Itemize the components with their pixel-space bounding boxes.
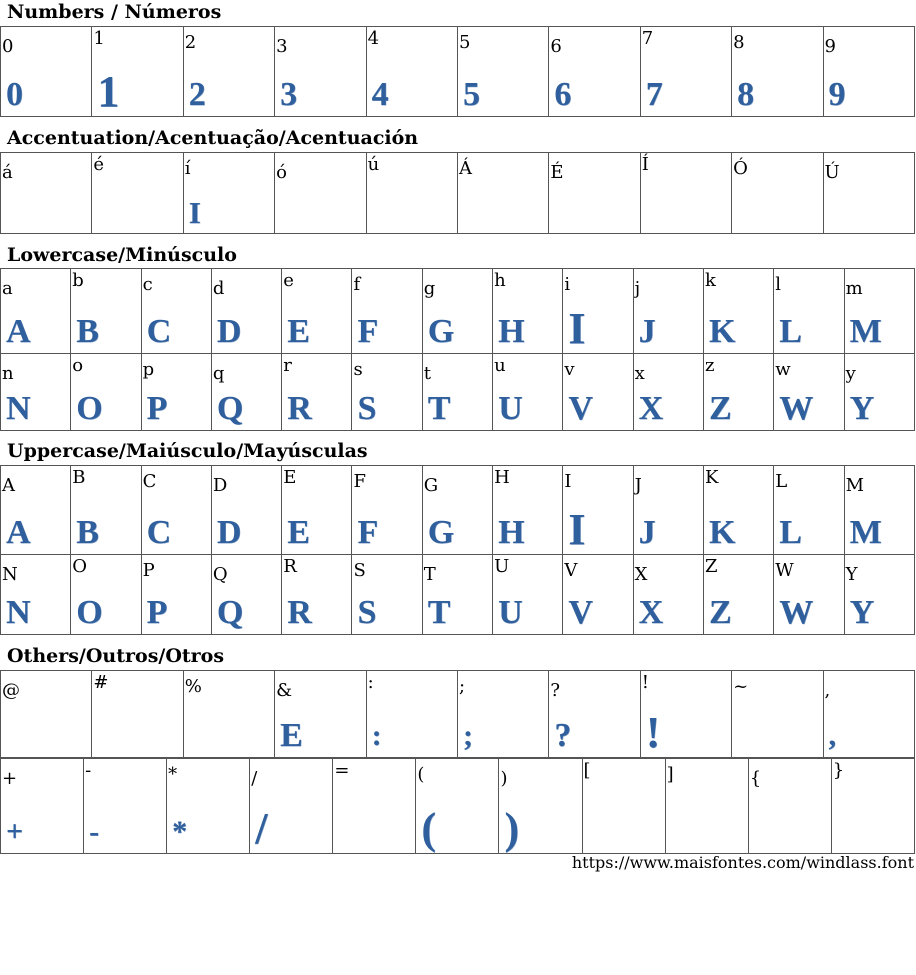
font-glyph-sample: Z (708, 594, 732, 631)
glyph-cell (422, 466, 492, 555)
char-label: y (845, 363, 856, 384)
glyph-cell (282, 555, 352, 635)
font-glyph-sample: ? (554, 717, 572, 754)
glyph-cell (844, 555, 914, 635)
char-label: s (353, 359, 363, 380)
font-glyph-sample: 1 (97, 67, 120, 116)
font-glyph-sample: ) (504, 804, 520, 853)
char-label: 0 (2, 36, 14, 57)
char-label: S (353, 560, 366, 581)
font-glyph-sample: M (849, 313, 882, 350)
glyph-cell (493, 269, 563, 354)
char-label: d (212, 278, 225, 299)
char-label: n (2, 363, 14, 384)
char-label: e (283, 270, 294, 291)
glyph-cell (844, 354, 914, 431)
char-label: j (634, 278, 641, 299)
font-glyph-sample: X (638, 390, 664, 427)
char-label: l (775, 274, 782, 295)
glyph-cell (366, 153, 457, 234)
glyph-cell (92, 153, 183, 234)
section-title-others: Others/Outros/Otros (7, 645, 225, 667)
lowercase-row-2 (1, 354, 915, 431)
char-label: ] (666, 764, 674, 785)
char-label: W (775, 560, 794, 581)
glyph-cell (211, 466, 281, 555)
glyph-cell (92, 27, 183, 117)
font-glyph-sample: A (6, 313, 31, 350)
char-label: i (564, 274, 571, 295)
accents-row (1, 153, 915, 234)
font-glyph-sample: 3 (280, 76, 298, 113)
section-title-numbers: Numbers / Números (7, 1, 222, 23)
char-label: , (824, 680, 831, 701)
char-label: / (251, 768, 258, 789)
font-glyph-sample: F (357, 313, 379, 350)
char-label: 3 (276, 36, 288, 57)
glyph-cell (748, 759, 831, 854)
glyph-cell (352, 555, 422, 635)
others-row-2 (1, 759, 915, 854)
glyph-cell (366, 671, 457, 758)
char-label: B (72, 467, 86, 488)
glyph-cell (250, 759, 333, 854)
glyph-cell (282, 354, 352, 431)
char-label: } (832, 760, 845, 781)
char-label: O (72, 556, 88, 577)
char-label: 5 (458, 32, 471, 53)
font-glyph-sample: 9 (828, 76, 846, 113)
lowercase-row-1 (1, 269, 915, 354)
glyph-cell (352, 466, 422, 555)
char-label: V (564, 560, 578, 581)
font-glyph-sample: D (216, 514, 242, 551)
glyph-cell (549, 27, 640, 117)
glyph-cell (71, 354, 141, 431)
glyph-cell (352, 354, 422, 431)
char-label: Q (212, 564, 228, 585)
char-label: Í (641, 154, 649, 175)
font-glyph-sample: B (76, 514, 99, 551)
font-glyph-sample: - (89, 815, 100, 848)
char-label: M (845, 475, 864, 496)
char-label: + (2, 768, 18, 789)
font-glyph-sample: I (568, 505, 586, 554)
font-glyph-sample: H (498, 514, 525, 551)
font-glyph-sample: 5 (462, 76, 480, 113)
glyph-cell (1, 466, 71, 555)
glyph-cell (183, 671, 274, 758)
char-label: Ó (733, 158, 748, 179)
char-label: x (634, 363, 645, 384)
font-glyph-sample: ı (188, 184, 201, 233)
font-glyph-sample: K (708, 313, 736, 350)
font-glyph-sample: + (6, 815, 24, 848)
glyph-cell (416, 759, 499, 854)
source-link[interactable]: https://www.maisfontes.com/windlass.font (571, 853, 914, 872)
glyph-cell (1, 555, 71, 635)
glyph-cell (141, 555, 211, 635)
char-label: b (72, 270, 84, 291)
char-label: q (212, 363, 225, 384)
font-glyph-sample: R (287, 390, 312, 427)
font-glyph-sample: C (146, 313, 172, 350)
font-glyph-sample: 8 (737, 76, 755, 113)
glyph-cell (1, 27, 92, 117)
glyph-cell (732, 27, 823, 117)
char-label: w (775, 359, 791, 380)
glyph-cell (422, 354, 492, 431)
glyph-cell (844, 466, 914, 555)
glyph-cell (703, 555, 773, 635)
font-glyph-sample: K (708, 514, 736, 551)
font-glyph-sample: D (216, 313, 242, 350)
font-glyph-sample: U (498, 594, 523, 631)
glyph-cell (275, 671, 366, 758)
glyph-cell (563, 555, 633, 635)
char-label: k (704, 270, 716, 291)
font-glyph-sample: V (568, 390, 593, 427)
char-label: & (276, 680, 293, 701)
char-label: o (72, 355, 84, 376)
char-label: ú (367, 154, 380, 175)
glyph-cell (1, 153, 92, 234)
char-label: z (704, 355, 715, 376)
glyph-cell (549, 671, 640, 758)
glyph-cell (141, 466, 211, 555)
glyph-cell (167, 759, 250, 854)
font-glyph-sample: Y (849, 390, 875, 427)
glyph-cell (71, 555, 141, 635)
font-glyph-sample: N (6, 390, 31, 427)
char-label: é (93, 154, 105, 175)
glyph-cell (1, 671, 92, 758)
glyph-cell (211, 555, 281, 635)
glyph-cell (732, 671, 823, 758)
char-label: U (494, 556, 510, 577)
font-glyph-sample: T (427, 594, 451, 631)
char-label: 8 (733, 32, 745, 53)
font-glyph-sample: 2 (188, 76, 206, 113)
char-label: J (634, 475, 642, 496)
char-label: N (2, 564, 18, 585)
glyph-cell (640, 671, 731, 758)
font-glyph-sample: ! (645, 708, 661, 757)
glyph-cell (703, 354, 773, 431)
char-label: P (142, 560, 155, 581)
font-glyph-sample: T (427, 390, 451, 427)
glyph-cell (1, 269, 71, 354)
char-label: ! (641, 672, 649, 693)
glyph-cell (844, 269, 914, 354)
glyph-cell (183, 153, 274, 234)
font-glyph-sample: H (498, 313, 525, 350)
font-glyph-sample: Y (849, 594, 875, 631)
char-label: - (85, 760, 92, 781)
others-grid-2 (0, 758, 915, 854)
char-label: t (423, 363, 432, 384)
char-label: H (494, 467, 510, 488)
lowercase-grid (0, 268, 915, 431)
glyph-cell (703, 466, 773, 555)
char-label: K (704, 467, 719, 488)
font-glyph-sample: / (255, 804, 268, 853)
char-label: 9 (824, 36, 836, 57)
font-glyph-sample: E (287, 514, 310, 551)
glyph-cell (732, 153, 823, 234)
char-label: 1 (93, 28, 105, 49)
glyph-cell (633, 354, 703, 431)
glyph-cell (493, 466, 563, 555)
char-label: L (775, 471, 788, 492)
font-glyph-sample: L (779, 514, 802, 551)
numbers-grid (0, 26, 915, 117)
char-label: v (564, 359, 575, 380)
uppercase-row-2 (1, 555, 915, 635)
font-glyph-sample: B (76, 313, 99, 350)
font-glyph-sample: X (638, 594, 664, 631)
font-glyph-sample: L (779, 313, 802, 350)
font-glyph-sample: S (357, 594, 377, 631)
font-glyph-sample: * (172, 815, 188, 848)
char-label: D (212, 475, 228, 496)
char-label: G (423, 475, 439, 496)
glyph-cell (183, 27, 274, 117)
font-glyph-sample: M (849, 514, 882, 551)
char-label: = (334, 760, 350, 781)
font-glyph-sample: W (779, 390, 814, 427)
glyph-cell (774, 466, 844, 555)
glyph-cell (457, 671, 548, 758)
glyph-cell (333, 759, 416, 854)
glyph-cell (831, 759, 914, 854)
char-label: Y (845, 564, 858, 585)
font-glyph-sample: 7 (645, 76, 663, 113)
glyph-cell (563, 269, 633, 354)
glyph-cell (422, 269, 492, 354)
font-glyph-sample: 6 (554, 76, 572, 113)
section-title-accents: Accentuation/Acentuação/Acentuación (7, 127, 419, 149)
char-label: ; (458, 676, 466, 697)
font-glyph-sample: J (638, 514, 656, 551)
glyph-cell (211, 354, 281, 431)
char-label: c (142, 274, 153, 295)
font-glyph-sample: N (6, 594, 31, 631)
font-glyph-sample: A (6, 514, 31, 551)
glyph-cell (563, 466, 633, 555)
glyph-cell (774, 354, 844, 431)
char-label: 2 (184, 32, 197, 53)
font-glyph-sample: E (280, 717, 303, 754)
glyph-cell (549, 153, 640, 234)
font-glyph-sample: C (146, 514, 172, 551)
char-label: r (283, 355, 292, 376)
char-label: @ (2, 680, 20, 701)
glyph-cell (823, 27, 914, 117)
font-glyph-sample: V (568, 594, 593, 631)
glyph-cell (366, 27, 457, 117)
glyph-cell (633, 466, 703, 555)
glyph-cell (493, 555, 563, 635)
char-label: ( (417, 764, 425, 785)
char-label: % (184, 676, 202, 697)
uppercase-grid (0, 465, 915, 635)
char-label: I (564, 471, 572, 492)
char-label: A (2, 475, 15, 496)
glyph-cell (640, 27, 731, 117)
glyph-cell (774, 555, 844, 635)
glyph-cell (633, 269, 703, 354)
glyph-cell (640, 153, 731, 234)
others-row-1 (1, 671, 915, 758)
font-glyph-sample: ; (462, 719, 473, 752)
glyph-cell (774, 269, 844, 354)
glyph-cell (282, 269, 352, 354)
char-label: a (2, 278, 13, 299)
font-glyph-sample: E (287, 313, 310, 350)
glyph-cell (71, 269, 141, 354)
char-label: C (142, 471, 157, 492)
char-label: F (353, 471, 366, 492)
char-label: 6 (550, 36, 562, 57)
font-glyph-sample: P (146, 594, 168, 631)
char-label: Ú (824, 162, 840, 183)
numbers-row (1, 27, 915, 117)
char-label: í (184, 158, 191, 179)
section-title-uppercase: Uppercase/Maiúsculo/Mayúsculas (7, 440, 368, 462)
glyph-cell (457, 27, 548, 117)
uppercase-row-1 (1, 466, 915, 555)
font-glyph-sample: I (568, 304, 586, 353)
font-glyph-sample: J (638, 313, 656, 350)
glyph-cell (499, 759, 582, 854)
glyph-cell (703, 269, 773, 354)
glyph-cell (141, 269, 211, 354)
font-glyph-sample: Q (216, 594, 244, 631)
glyph-cell (275, 153, 366, 234)
font-glyph-sample: Z (708, 390, 732, 427)
char-label: E (283, 467, 297, 488)
glyph-cell (582, 759, 665, 854)
glyph-cell (84, 759, 167, 854)
char-label: f (353, 274, 361, 295)
font-glyph-sample: : (371, 719, 382, 752)
font-glyph-sample: ( (421, 804, 437, 853)
font-glyph-sample: G (427, 313, 455, 350)
font-glyph-sample: S (357, 390, 377, 427)
char-label: g (423, 278, 436, 299)
char-label: 4 (367, 28, 380, 49)
glyph-cell (282, 466, 352, 555)
glyph-cell (422, 555, 492, 635)
glyph-cell (633, 555, 703, 635)
char-label: # (93, 672, 109, 693)
char-label: ~ (733, 676, 749, 697)
glyph-cell (823, 671, 914, 758)
font-glyph-sample: 0 (6, 76, 23, 113)
char-label: { (749, 768, 762, 789)
char-label: É (550, 162, 564, 183)
char-label: * (168, 764, 178, 785)
char-label: u (494, 355, 506, 376)
glyph-cell (457, 153, 548, 234)
char-label: á (2, 162, 13, 183)
font-glyph-sample: F (357, 514, 379, 551)
font-glyph-sample: G (427, 514, 455, 551)
font-glyph-sample: Q (216, 390, 244, 427)
section-title-lowercase: Lowercase/Minúsculo (7, 244, 237, 266)
glyph-cell (71, 466, 141, 555)
char-label: ó (276, 162, 288, 183)
char-label: X (634, 564, 648, 585)
font-glyph-sample: 4 (371, 76, 389, 113)
char-label: T (423, 564, 436, 585)
others-grid-1 (0, 670, 915, 758)
glyph-cell (563, 354, 633, 431)
font-glyph-sample: O (76, 390, 103, 427)
font-glyph-sample: U (498, 390, 523, 427)
char-label: : (367, 672, 374, 693)
glyph-cell (211, 269, 281, 354)
char-label: m (845, 278, 863, 299)
accents-grid (0, 152, 915, 234)
glyph-cell (823, 153, 914, 234)
glyph-cell (1, 759, 84, 854)
char-label: h (494, 270, 506, 291)
font-glyph-sample: , (828, 719, 837, 752)
glyph-cell (92, 671, 183, 758)
char-label: [ (583, 760, 591, 781)
char-label: R (283, 556, 297, 577)
glyph-cell (352, 269, 422, 354)
char-label: Z (704, 556, 718, 577)
glyph-cell (665, 759, 748, 854)
char-label: 7 (641, 28, 654, 49)
char-label: ) (500, 768, 508, 789)
glyph-cell (493, 354, 563, 431)
glyph-cell (275, 27, 366, 117)
glyph-cell (1, 354, 71, 431)
font-glyph-sample: P (146, 390, 168, 427)
char-label: p (142, 359, 155, 380)
font-glyph-sample: R (287, 594, 312, 631)
glyph-cell (141, 354, 211, 431)
char-label: Á (458, 158, 472, 179)
char-label: ? (550, 680, 560, 701)
font-glyph-sample: W (779, 594, 814, 631)
font-glyph-sample: O (76, 594, 103, 631)
